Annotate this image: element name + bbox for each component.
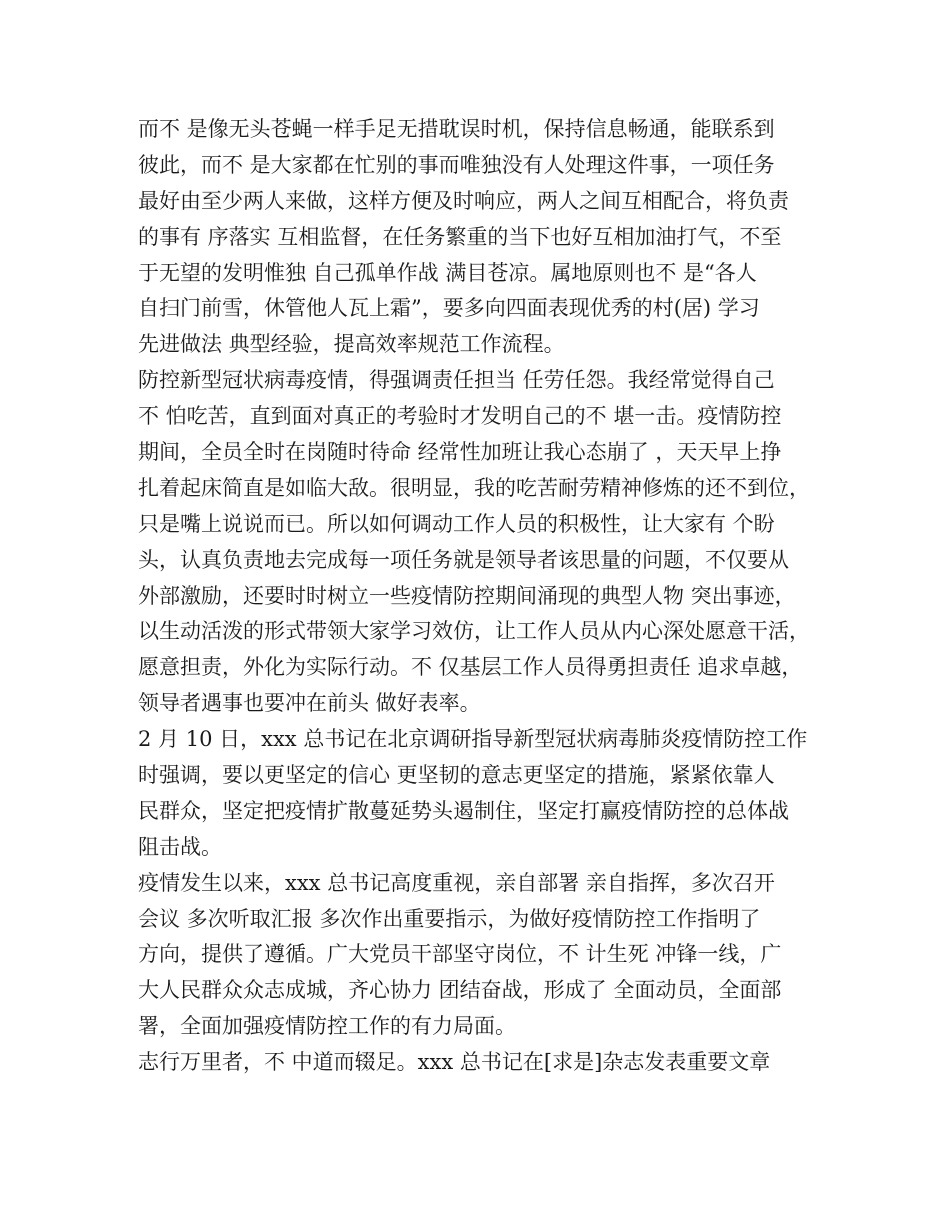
text-line: 愿意担责，外化为实际行动。不 仅基层工作人员得勇担责任 追求卓越， bbox=[138, 655, 803, 680]
text-line: 头，认真负责地去完成每一项任务就是领导者该思量的问题，不仅要从 bbox=[138, 547, 789, 572]
text-line: 时强调，要以更坚定的信心 更坚韧的意志更坚定的措施，紧紧依靠人 bbox=[138, 763, 775, 788]
text-line: 于无望的发明惟独 自己孤单作战 满目苍凉。属地原则也不 是“各人 bbox=[138, 260, 757, 285]
text-line: 期间，全员全时在岗随时待命 经常性加班让我心态崩了 ，天天早上挣 bbox=[138, 440, 782, 465]
text-line: 只是嘴上说说而已。所以如何调动工作人员的积极性，让大家有 个盼 bbox=[138, 511, 775, 536]
text-line: 彼此，而不 是大家都在忙别的事而唯独没有人处理这件事，一项任务 bbox=[138, 152, 775, 177]
text-line: 2 月 10 日，xxx 总书记在北京调研指导新型冠状病毒肺炎疫情防控工作 bbox=[138, 727, 808, 752]
text-line: 疫情发生以来，xxx 总书记高度重视，亲自部署 亲自指挥，多次召开 bbox=[138, 870, 775, 895]
text-line: 而不 是像无头苍蝇一样手足无措耽误时机，保持信息畅通，能联系到 bbox=[138, 117, 775, 141]
text-line: 最好由至少两人来做，这样方便及时响应，两人之间互相配合，将负责 bbox=[138, 188, 789, 213]
text-line: 署，全面加强疫情防控工作的有力局面。 bbox=[138, 1014, 516, 1039]
text-line: 会议 多次听取汇报 多次作出重要指示，为做好疫情防控工作指明了 bbox=[138, 906, 761, 931]
text-line: 的事有 序落实 互相监督，在任务繁重的当下也好互相加油打气，不至 bbox=[138, 224, 782, 249]
text-line: 自扫门前雪，休管他人瓦上霜”，要多向四面表现优秀的村(居) 学习 bbox=[138, 296, 760, 321]
text-line: 先进做法 典型经验，提高效率规范工作流程。 bbox=[138, 332, 565, 357]
text-line: 方向，提供了遵循。广大党员干部坚守岗位，不 计生死 冲锋一线，广 bbox=[138, 942, 782, 967]
text-line: 领导者遇事也要冲在前头 做好表率。 bbox=[138, 691, 481, 716]
text-line: 扎着起床简直是如临大敌。很明显，我的吃苦耐劳精神修炼的还不到位， bbox=[138, 475, 810, 500]
body-text bbox=[138, 112, 828, 1081]
text-line: 外部激励，还要时时树立一些疫情防控期间涌现的典型人物 突出事迹， bbox=[138, 583, 796, 608]
text-line: 不 怕吃苦，直到面对真正的考验时才发明自己的不 堪一击。疫情防控 bbox=[138, 404, 782, 429]
text-line: 防控新型冠状病毒疫情，得强调责任担当 任劳任怨。我经常觉得自己 bbox=[138, 368, 775, 393]
text-line: 大人民群众众志成城，齐心协力 团结奋战，形成了 全面动员，全面部 bbox=[138, 978, 782, 1003]
text-line: 以生动活泼的形式带领大家学习效仿，让工作人员从内心深处愿意干活， bbox=[138, 619, 810, 644]
text-line: 阻击战。 bbox=[138, 834, 222, 859]
text-line: 志行万里者，不 中道而辍足。xxx 总书记在[求是]杂志发表重要文章 bbox=[138, 1050, 771, 1075]
text-line: 民群众，坚定把疫情扩散蔓延势头遏制住，坚定打赢疫情防控的总体战 bbox=[138, 798, 789, 823]
